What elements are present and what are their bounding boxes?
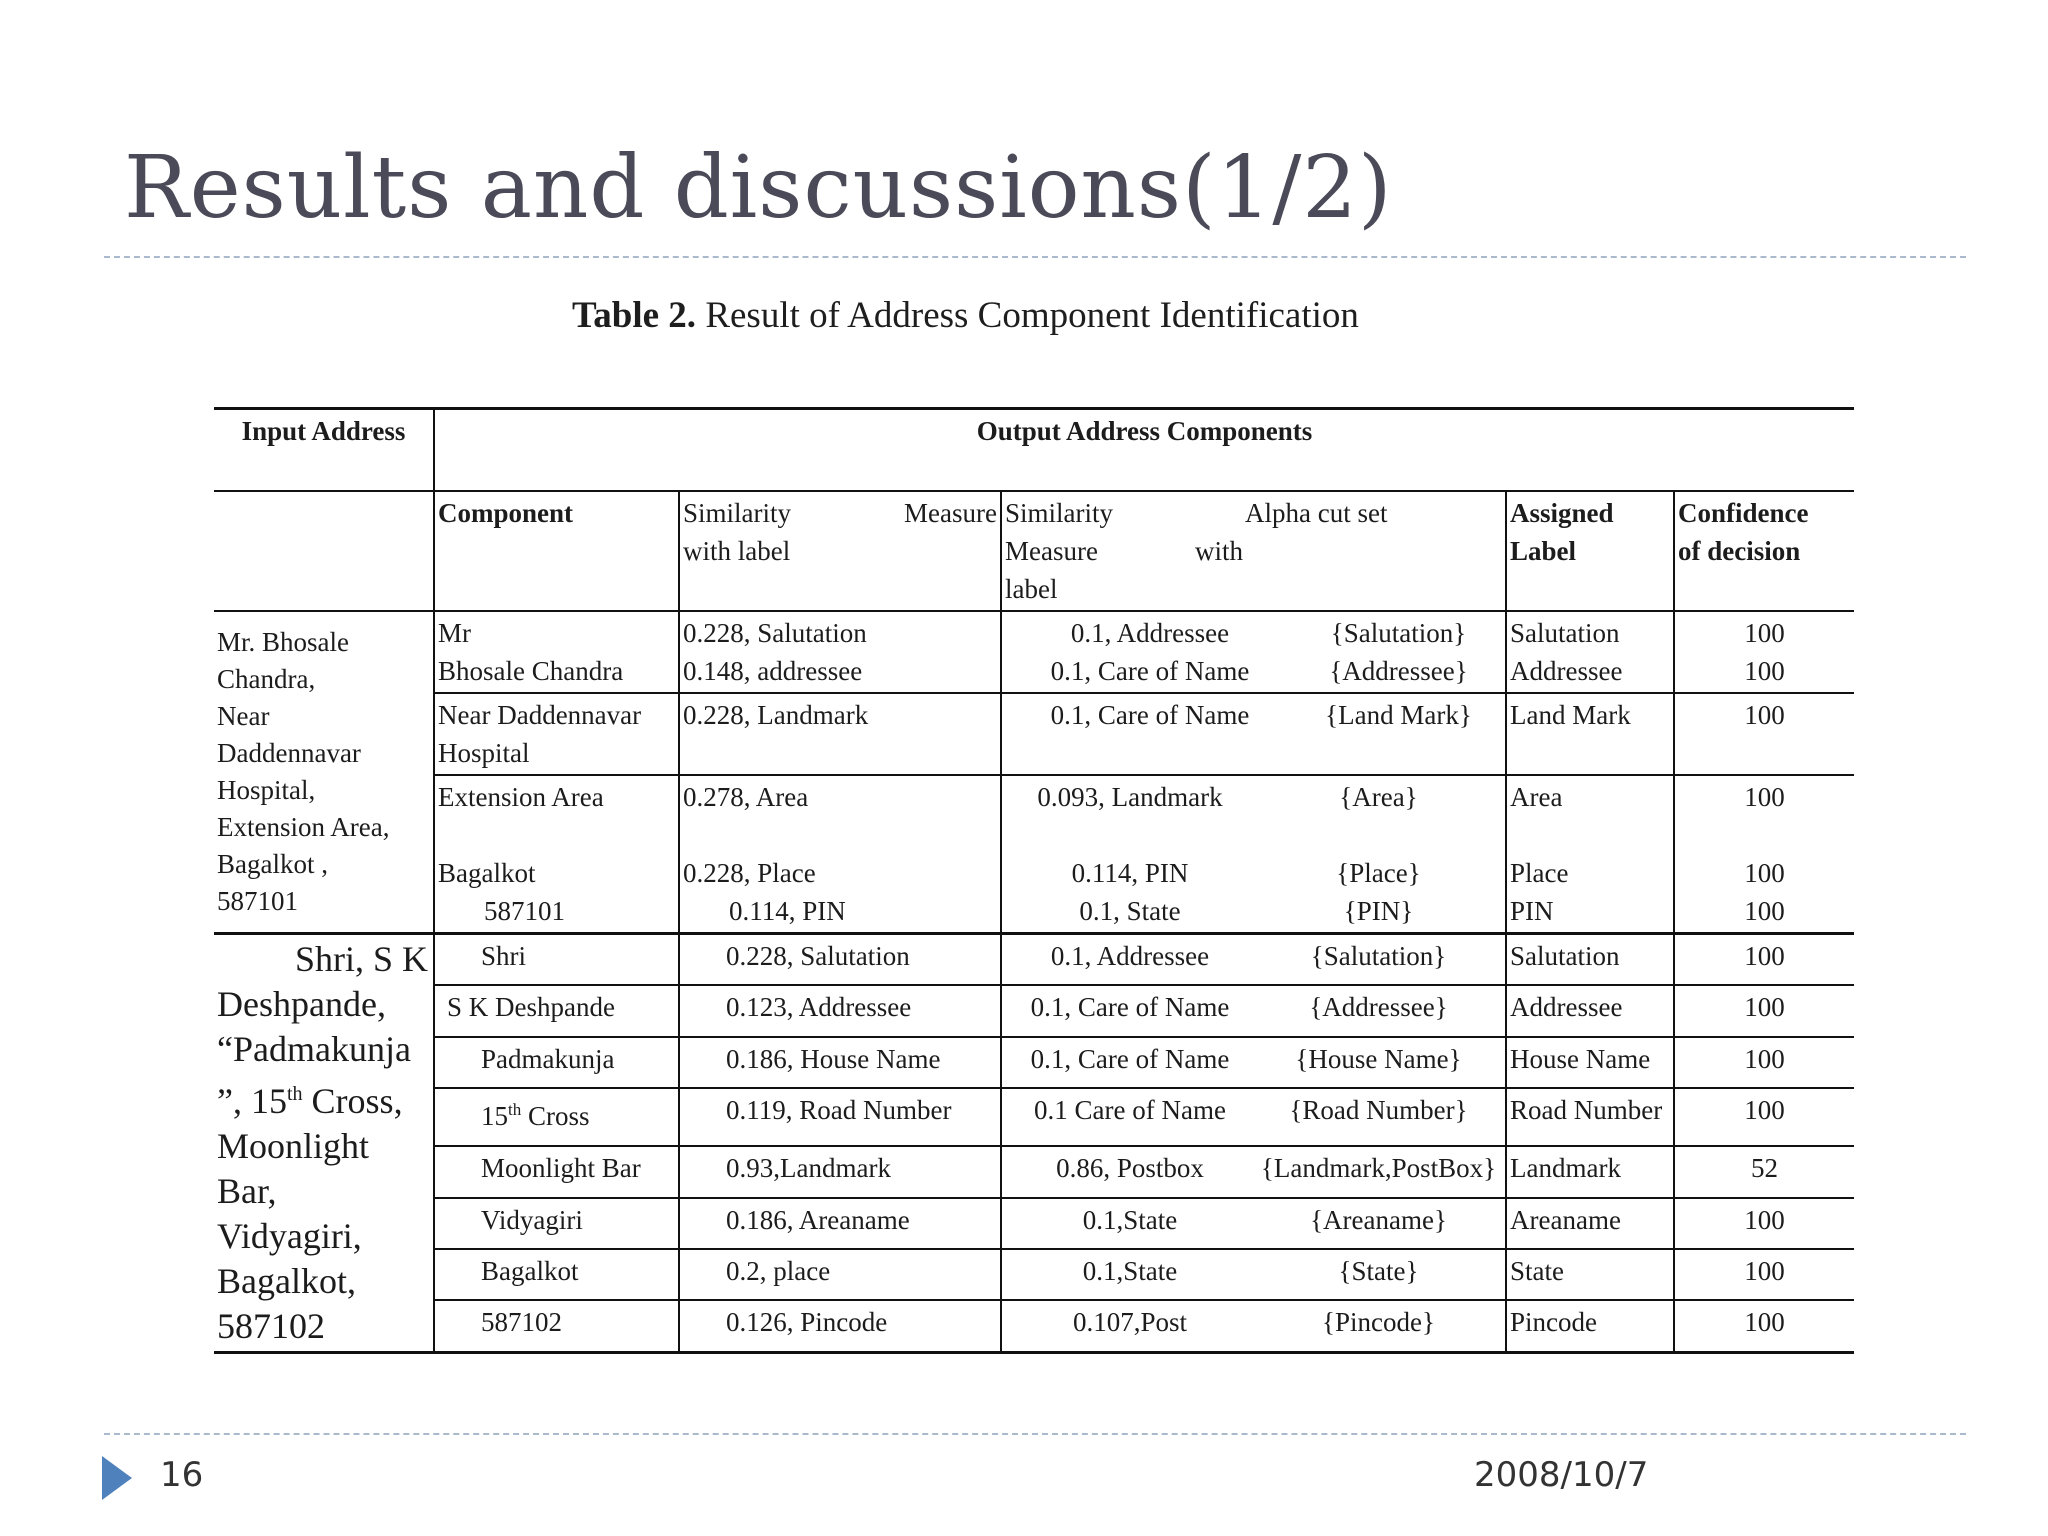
assigned-label-value: State <box>1506 1249 1674 1300</box>
similarity-measure-value: 0.1, Care of Name <box>1030 1043 1230 1074</box>
similarity-measure-cell <box>1001 1146 1506 1197</box>
similarity-measure-value: 0.093, Landmark <box>1037 782 1223 812</box>
similarity-label-cell <box>679 611 1001 693</box>
assigned-label-cell <box>1506 611 1674 693</box>
table-row <box>214 776 1854 934</box>
component-value: Bhosale Chandra <box>438 656 624 686</box>
footer-divider <box>104 1433 1966 1435</box>
address2-line-part: ”, 15 <box>217 1081 287 1121</box>
address2-line: Bagalkot, <box>217 1261 356 1301</box>
subheader-blank-cell <box>214 491 434 611</box>
similarity-measure-value: 0.1, State <box>1079 896 1181 926</box>
assigned-label-value: Areaname <box>1506 1198 1674 1249</box>
address1-line: Chandra, <box>217 664 316 694</box>
alpha-cut-value: {House Name} <box>1295 1043 1462 1074</box>
alpha-cut-value: {Place} <box>1336 858 1421 888</box>
similarity-measure-cell <box>1001 1249 1506 1300</box>
confidence-value: 100 <box>1744 782 1785 812</box>
address1-line: 587101 <box>217 886 298 916</box>
component-value: Vidyagiri <box>434 1198 679 1249</box>
confidence-value: 100 <box>1674 934 1854 986</box>
address1-line: Daddennavar <box>217 738 361 768</box>
similarity-measure-cell <box>1001 694 1506 775</box>
subheader-component: Component <box>434 491 679 611</box>
similarity-label-value: 0.228, Salutation <box>679 934 1001 986</box>
subheader-similarity-label-a: Similarity <box>683 498 791 528</box>
subheader-assigned-a: Assigned <box>1510 498 1614 528</box>
similarity-label-value: 0.278, Area <box>683 782 809 812</box>
input-address-1 <box>214 611 434 934</box>
similarity-measure-value: 0.114, PIN <box>1071 858 1189 888</box>
confidence-value: 100 <box>1674 694 1854 775</box>
address2-line-sup: th <box>286 1083 303 1105</box>
similarity-measure-value: 0.86, Postbox <box>1056 1153 1204 1184</box>
similarity-label-value: 0.126, Pincode <box>679 1300 1001 1352</box>
confidence-value: 52 <box>1674 1146 1854 1197</box>
header-output-components: Output Address Components <box>434 409 1854 492</box>
slide-title: Results and discussions(1/2) <box>124 138 1393 238</box>
alpha-cut-value: {Addressee} <box>1329 656 1468 686</box>
address1-line: Hospital, <box>217 775 316 805</box>
component-value: Near Daddennavar Hospital <box>434 694 679 775</box>
similarity-label-value: 0.119, Road Number <box>679 1088 1001 1146</box>
header-input-address: Input Address <box>214 409 434 492</box>
similarity-measure-value: 0.1, Care of Name <box>1050 700 1250 730</box>
assigned-label-value: Land Mark <box>1506 694 1674 775</box>
alpha-cut-value: {Area} <box>1339 782 1418 812</box>
similarity-label-value: 0.228, Salutation <box>683 618 867 648</box>
similarity-label-value: 0.148, addressee <box>683 656 863 686</box>
component-value: S K Deshpande <box>434 985 679 1036</box>
assigned-label-value: Salutation <box>1506 934 1674 986</box>
subheader-assigned-label <box>1506 491 1674 611</box>
similarity-label-cell <box>679 776 1001 934</box>
subheader-similarity-measure-c: with <box>1195 536 1244 566</box>
similarity-measure-value: 0.107,Post <box>1072 1307 1188 1338</box>
similarity-measure-value: 0.1,State <box>1082 1256 1178 1287</box>
input-address-2 <box>214 934 434 1353</box>
alpha-cut-value: {Land Mark} <box>1325 700 1472 730</box>
confidence-value: 100 <box>1674 985 1854 1036</box>
table-caption <box>572 294 1359 337</box>
table-row <box>214 1088 1854 1146</box>
results-table <box>214 407 1854 1354</box>
title-divider <box>104 256 1966 258</box>
alpha-cut-value: {Landmark,PostBox} <box>1260 1153 1497 1184</box>
confidence-value: 100 <box>1744 858 1785 888</box>
table-caption-label: Table 2. <box>572 295 697 336</box>
confidence-value: 100 <box>1674 1249 1854 1300</box>
subheader-similarity-measure-b: Measure <box>1005 536 1098 566</box>
table-row <box>214 934 1854 986</box>
subheader-similarity-label-b: Measure <box>904 498 997 528</box>
similarity-measure-cell <box>1001 776 1506 934</box>
component-part: 15 <box>481 1101 508 1132</box>
table-header-row <box>214 409 1854 492</box>
subheader-similarity-measure-a: Similarity <box>1005 498 1113 528</box>
component-value: Shri <box>434 934 679 986</box>
confidence-value: 100 <box>1674 1300 1854 1352</box>
table-row <box>214 611 1854 693</box>
confidence-cell <box>1674 776 1854 934</box>
table-row <box>214 694 1854 775</box>
alpha-cut-value: {Salutation} <box>1330 618 1467 648</box>
similarity-measure-cell <box>1001 934 1506 986</box>
subheader-confidence <box>1674 491 1854 611</box>
component-part: Cross <box>521 1101 590 1132</box>
table-row <box>214 1249 1854 1300</box>
address2-line: Deshpande, <box>217 984 386 1024</box>
component-sup: th <box>508 1100 522 1120</box>
similarity-measure-value: 0.1 Care of Name <box>1034 1095 1226 1126</box>
confidence-value: 100 <box>1674 1198 1854 1249</box>
address1-line: Mr. Bhosale <box>217 627 349 657</box>
similarity-label-value: 0.123, Addressee <box>679 985 1001 1036</box>
similarity-measure-value: 0.1, Addressee <box>1050 941 1210 971</box>
alpha-cut-value: {Addressee} <box>1309 992 1448 1023</box>
assigned-label-value: Road Number <box>1506 1088 1674 1146</box>
address2-line <box>217 1072 430 1124</box>
address2-line: 587102 <box>217 1306 325 1346</box>
similarity-label-value: 0.93,Landmark <box>679 1146 1001 1197</box>
alpha-cut-value: {Areaname} <box>1310 1204 1447 1235</box>
subheader-similarity-measure-d: label <box>1005 574 1058 604</box>
similarity-measure-cell <box>1001 611 1506 693</box>
similarity-measure-cell <box>1001 1037 1506 1088</box>
table-row <box>214 1146 1854 1197</box>
component-cell <box>434 611 679 693</box>
similarity-measure-value: 0.1, Care of Name <box>1050 656 1250 686</box>
assigned-label-value: Area <box>1510 782 1563 812</box>
subheader-similarity-measure <box>1001 491 1506 611</box>
similarity-label-value: 0.228, Landmark <box>679 694 1001 775</box>
assigned-label-value: Pincode <box>1506 1300 1674 1352</box>
subheader-alpha-cut: Alpha cut set <box>1245 498 1388 528</box>
subheader-similarity-label-c: with label <box>683 536 791 566</box>
address1-line: Extension Area, <box>217 812 390 842</box>
confidence-cell <box>1674 611 1854 693</box>
address2-line: Moonlight <box>217 1126 370 1166</box>
similarity-measure-cell <box>1001 1198 1506 1249</box>
confidence-value: 100 <box>1674 1088 1854 1146</box>
table-row <box>214 1198 1854 1249</box>
similarity-measure-value: 0.1, Care of Name <box>1030 992 1230 1023</box>
component-value <box>434 1088 679 1146</box>
component-value: Bagalkot <box>438 858 536 888</box>
alpha-cut-value: {PIN} <box>1343 896 1414 926</box>
table-caption-text: Result of Address Component Identification <box>696 295 1359 336</box>
address2-line: “Padmakunja <box>217 1029 411 1069</box>
table-subheader-row <box>214 491 1854 611</box>
component-value: 587101 <box>484 896 565 926</box>
play-arrow-icon <box>102 1456 132 1500</box>
assigned-label-cell <box>1506 776 1674 934</box>
component-value: Moonlight Bar <box>434 1146 679 1197</box>
similarity-label-value: 0.114, PIN <box>729 896 846 926</box>
address2-line: Vidyagiri, <box>217 1216 362 1256</box>
similarity-measure-cell <box>1001 985 1506 1036</box>
address2-line: Shri, S K <box>294 939 428 979</box>
slide-date: 2008/10/7 <box>1474 1455 1649 1495</box>
alpha-cut-value: {Road Number} <box>1289 1095 1468 1126</box>
component-value: Padmakunja <box>434 1037 679 1088</box>
confidence-value: 100 <box>1674 1037 1854 1088</box>
slide-number: 16 <box>160 1455 204 1495</box>
address2-line-part: Cross, <box>302 1081 403 1121</box>
alpha-cut-value: {Salutation} <box>1310 941 1447 971</box>
similarity-measure-cell <box>1001 1300 1506 1352</box>
subheader-assigned-b: Label <box>1510 536 1577 566</box>
subheader-similarity-label <box>679 491 1001 611</box>
component-value: Mr <box>438 618 471 648</box>
subheader-confidence-a: Confidence <box>1678 498 1809 528</box>
address2-line: Bar, <box>217 1171 277 1211</box>
assigned-label-value: Place <box>1510 858 1569 888</box>
table-row <box>214 985 1854 1036</box>
assigned-label-value: House Name <box>1506 1037 1674 1088</box>
assigned-label-value: Addressee <box>1510 656 1623 686</box>
table-row <box>214 1037 1854 1088</box>
similarity-label-value: 0.186, House Name <box>679 1037 1001 1088</box>
alpha-cut-value: {Pincode} <box>1322 1307 1435 1338</box>
component-value: 587102 <box>434 1300 679 1352</box>
address1-line: Bagalkot , <box>217 849 328 879</box>
confidence-value: 100 <box>1744 896 1785 926</box>
table-row <box>214 1300 1854 1352</box>
similarity-measure-value: 0.1,State <box>1082 1204 1178 1235</box>
similarity-label-value: 0.2, place <box>679 1249 1001 1300</box>
similarity-label-value: 0.186, Areaname <box>679 1198 1001 1249</box>
address1-line: Near <box>217 701 270 731</box>
assigned-label-value: Landmark <box>1506 1146 1674 1197</box>
alpha-cut-value: {State} <box>1338 1256 1419 1287</box>
component-cell <box>434 776 679 934</box>
confidence-value: 100 <box>1744 618 1785 648</box>
similarity-measure-cell <box>1001 1088 1506 1146</box>
assigned-label-value: PIN <box>1510 896 1554 926</box>
assigned-label-value: Salutation <box>1510 618 1620 648</box>
similarity-measure-value: 0.1, Addressee <box>1070 618 1230 648</box>
component-value: Bagalkot <box>434 1249 679 1300</box>
assigned-label-value: Addressee <box>1506 985 1674 1036</box>
confidence-value: 100 <box>1744 656 1785 686</box>
component-value: Extension Area <box>438 782 604 812</box>
similarity-label-value: 0.228, Place <box>683 858 816 888</box>
subheader-confidence-b: of decision <box>1678 536 1801 566</box>
